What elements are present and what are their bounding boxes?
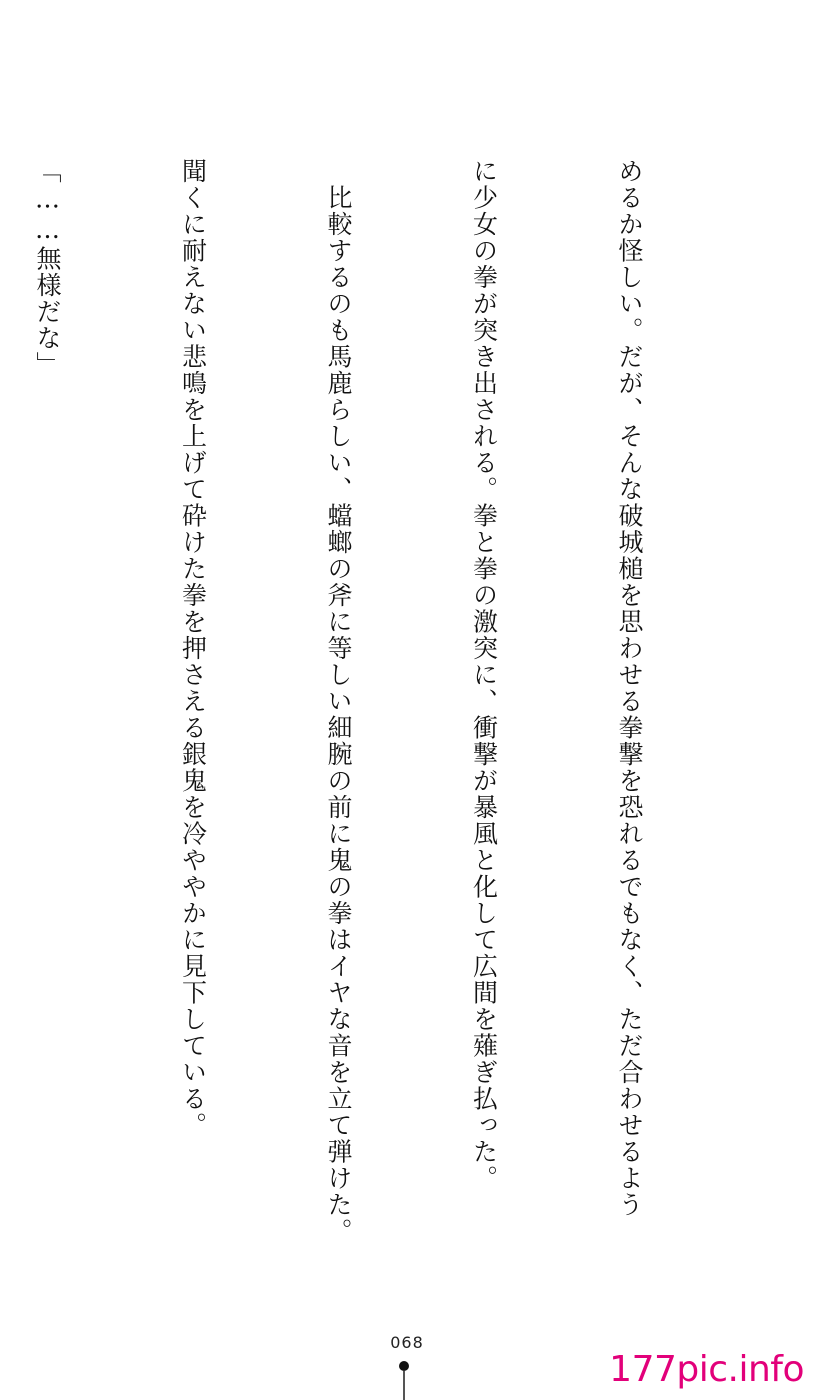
watermark: 177pic.info xyxy=(609,1349,804,1390)
text-line: 「……無様だな」 xyxy=(33,158,62,378)
vertical-text-block xyxy=(33,158,750,1245)
text-line: 聞くに耐えない悲鳴を上げて砕けた拳を押さえる銀鬼を冷ややかに見下している。 xyxy=(178,158,208,1139)
page-number: 068 xyxy=(390,1333,424,1352)
text-line: めるか怪しい。だが、そんな破城槌を思わせる拳撃を恐れるでもなく、ただ合わせるよう xyxy=(615,158,644,1218)
text-line: 比較するのも馬鹿らしい、蟷螂の斧に等しい細腕の前に鬼の拳はイヤな音を立て弾けた。 xyxy=(324,158,353,1245)
page-marker-line xyxy=(403,1371,405,1400)
text-line: に少女の拳が突き出される。拳と拳の激突に、衝撃が暴風と化して広間を薙ぎ払った。 xyxy=(469,158,499,1192)
page-marker-dot xyxy=(399,1361,409,1371)
